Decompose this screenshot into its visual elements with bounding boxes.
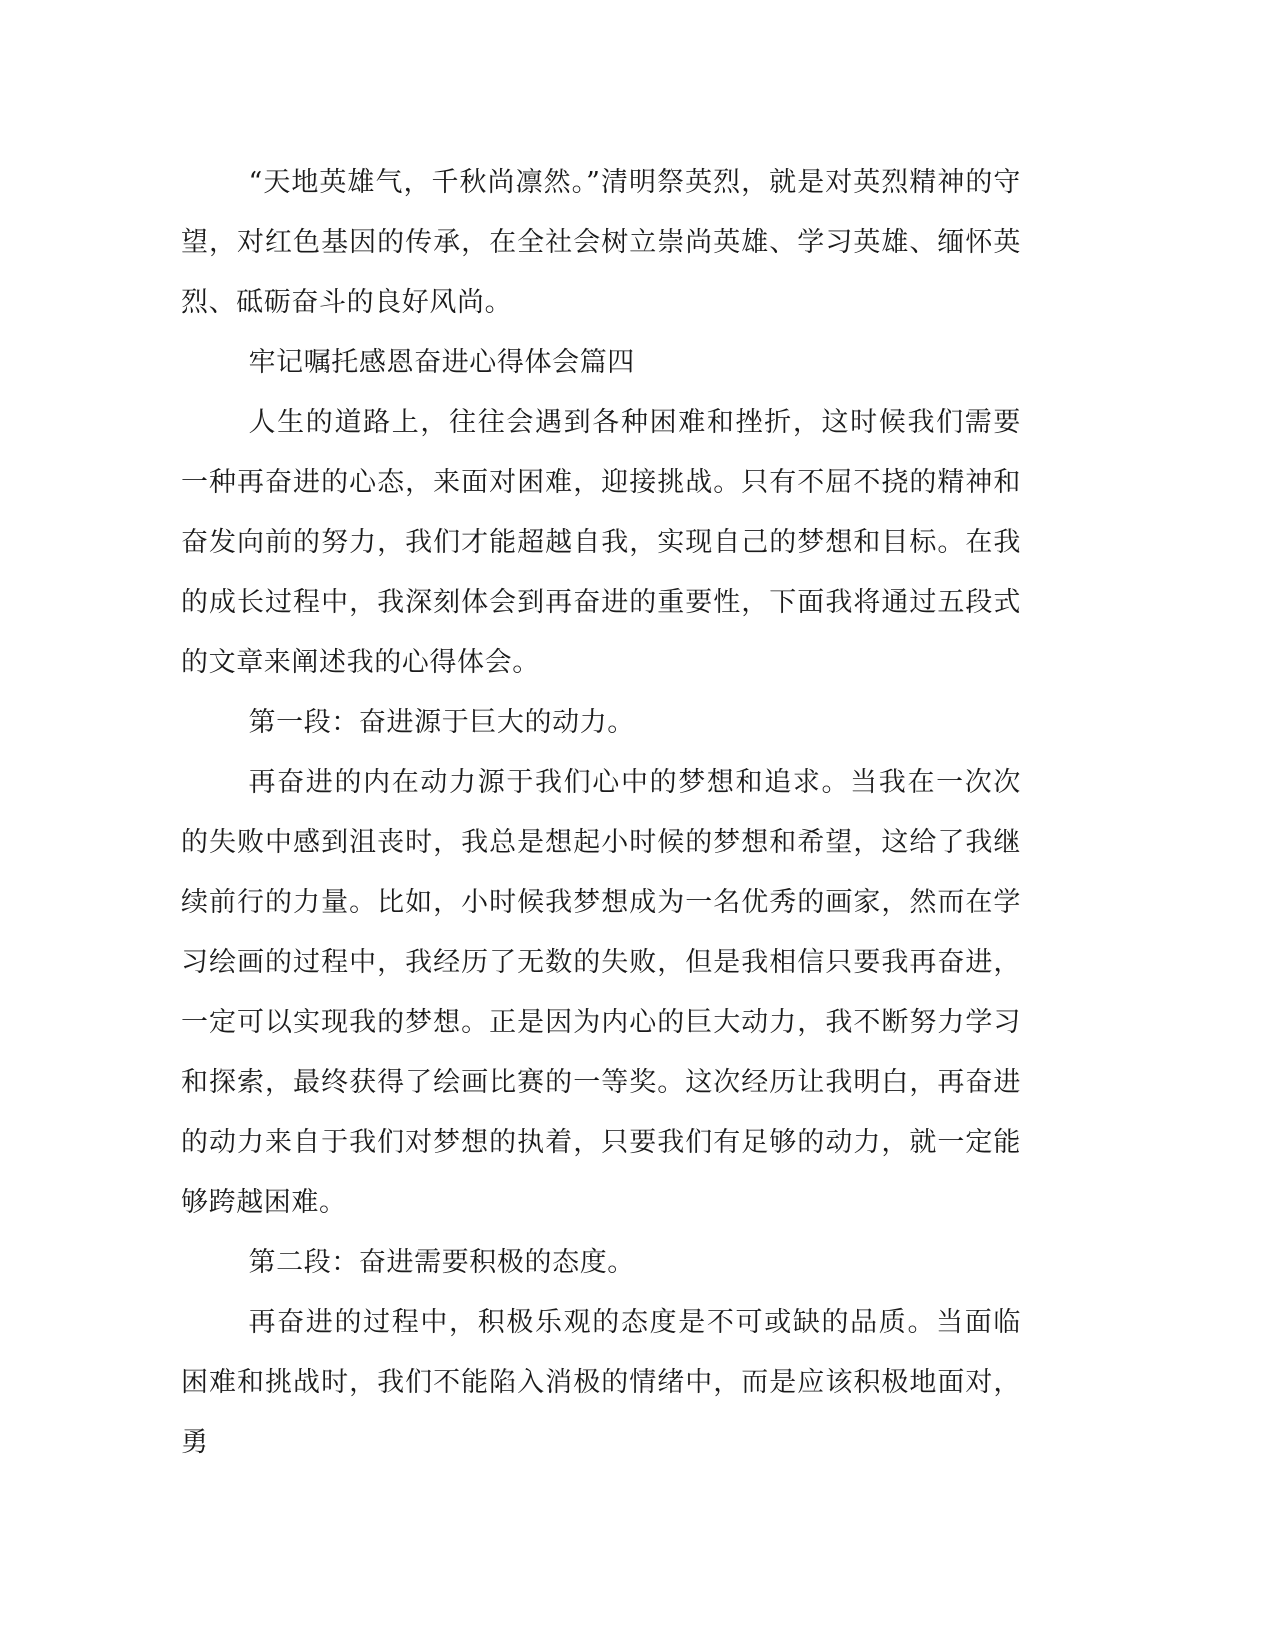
paragraph-intro: 人生的道路上，往往会遇到各种困难和挫折，这时候我们需要一种再奋进的心态，来面对困难，迎接挑战。只有不屈不挠的精神和奋发向前的努力，我们才能超越自我，实现自己的梦想和目标。在我的成长过程中，我深刻体会到再奋进的重要性，下面我将通过五段式的文章来阐述我的心得体会。 <box>181 407 1021 678</box>
paragraph-heroes-tribute: “天地英雄气，千秋尚凛然。”清明祭英烈，就是对英烈精神的守望，对红色基因的传承，在全社会树立崇尚英雄、学习英雄、缅怀英烈、砥砺奋斗的良好风尚。 <box>181 167 1021 318</box>
subheading-part-one: 第一段：奋进源于巨大的动力。 <box>248 707 635 738</box>
paragraph-part-one: 再奋进的内在动力源于我们心中的梦想和追求。当我在一次次的失败中感到沮丧时，我总是想起小时候的梦想和希望，这给了我继续前行的力量。比如，小时候我梦想成为一名优秀的画家，然而在学习绘画的过程中，我经历了无数的失败，但是我相信只要我再奋进，一定可以实现我的梦想。正是因为内心的巨大动力，我不断努力学习和探索，最终获得了绘画比赛的一等奖。这次经历让我明白，再奋进的动力来自于我们对梦想的执着，只要我们有足够的动力，就一定能够跨越困难。 <box>181 767 1021 1218</box>
subheading-part-two: 第二段：奋进需要积极的态度。 <box>248 1247 635 1278</box>
document-page <box>181 153 1021 1473</box>
paragraph-part-two: 再奋进的过程中，积极乐观的态度是不可或缺的品质。当面临困难和挑战时，我们不能陷入消极的情绪中，而是应该积极地面对，勇 <box>181 1307 1021 1458</box>
section-title: 牢记嘱托感恩奋进心得体会篇四 <box>248 347 635 378</box>
